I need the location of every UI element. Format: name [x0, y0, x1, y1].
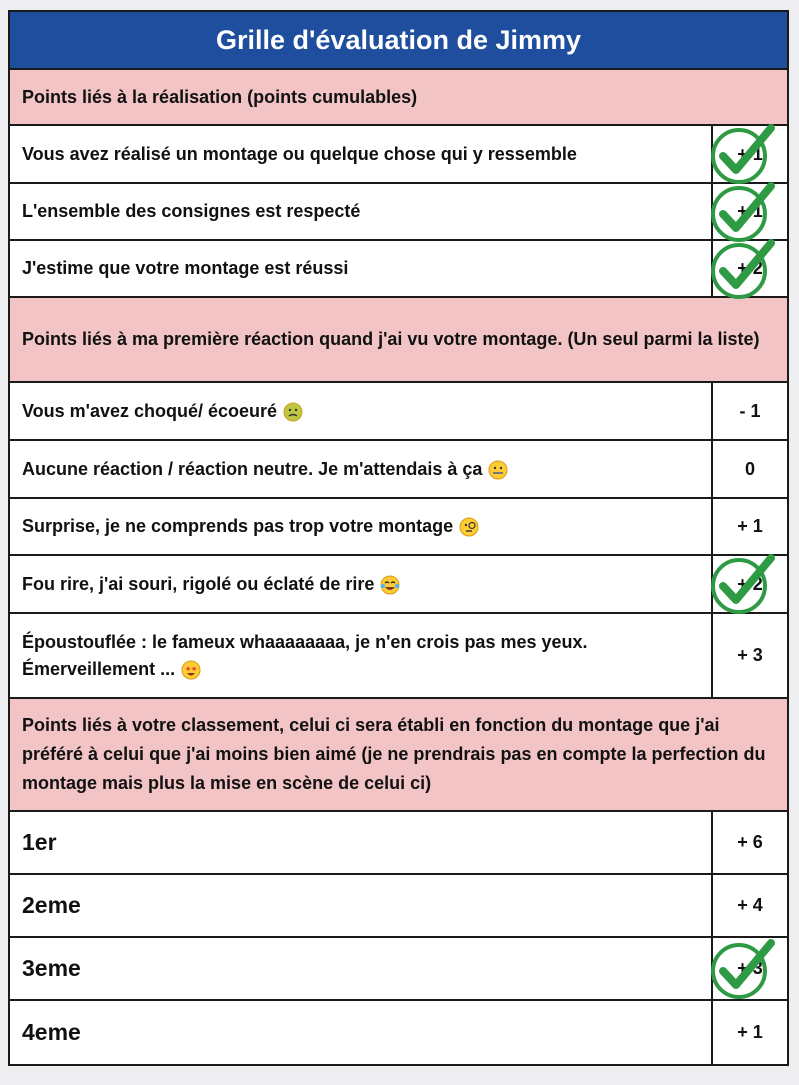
criterion-text: Époustouflée : le fameux whaaaaaaaa, je n'en crois pas mes yeux. Émerveillement ... ★ ★ [22, 631, 588, 679]
table-row [10, 184, 787, 241]
points-value: + 4 [737, 895, 763, 915]
criterion-text: Aucune réaction / réaction neutre. Je m'attendais à ça [22, 456, 508, 483]
table-row [10, 441, 787, 499]
criterion-text: 1er [22, 829, 57, 855]
section-heading: Points liés à votre classement, celui ci sera établi en fonction du montage que j'ai préféré à celui que j'ai moins bien aimé (je ne prendrais pas en compte la perfection du montage mais plus la mise en scène de celui ci) [10, 699, 787, 812]
criterion-label [10, 383, 711, 439]
grid-body [10, 70, 787, 1064]
criterion-label [10, 938, 711, 999]
table-row [10, 499, 787, 556]
svg-text:★: ★ [185, 664, 192, 673]
table-row [10, 938, 787, 1001]
criterion-label [10, 556, 711, 612]
criterion-label [10, 812, 711, 873]
points-value: + 1 [737, 1022, 763, 1042]
criterion-label [10, 875, 711, 936]
points-cell [711, 499, 787, 554]
criterion-label [10, 184, 711, 239]
points-cell [711, 938, 787, 999]
section-heading: Points liés à la réalisation (points cumulables) [10, 70, 787, 126]
criterion-text: Surprise, je ne comprends pas trop votre montage [22, 513, 479, 540]
table-row [10, 812, 787, 875]
points-cell [711, 1001, 787, 1064]
points-value: + 1 [737, 201, 763, 221]
points-value: + 1 [737, 516, 763, 536]
section-heading: Points liés à ma première réaction quand j'ai vu votre montage. (Un seul parmi la liste) [10, 298, 787, 383]
criterion-text: J'estime que votre montage est réussi [22, 258, 349, 278]
points-cell [711, 126, 787, 182]
points-cell [711, 812, 787, 873]
table-row [10, 126, 787, 184]
zipper-mouth-face-icon [488, 460, 508, 480]
tears-of-joy-icon [380, 575, 400, 595]
table-row [10, 556, 787, 614]
criterion-text: Vous avez réalisé un montage ou quelque chose qui y ressemble [22, 143, 577, 164]
criterion-label [10, 499, 711, 554]
criterion-text: Fou rire, j'ai souri, rigolé ou éclaté de rire [22, 571, 400, 598]
points-value: - 1 [739, 400, 761, 421]
monocle-face-icon [459, 517, 479, 537]
criterion-label [10, 126, 711, 182]
points-value: + 3 [737, 958, 763, 978]
points-value: + 3 [737, 645, 763, 665]
points-value: + 2 [737, 573, 763, 594]
table-row [10, 875, 787, 938]
points-value: + 2 [737, 258, 763, 278]
criterion-text: 4eme [22, 1019, 81, 1045]
criterion-label [10, 241, 711, 296]
points-cell [711, 241, 787, 296]
criterion-text: 3eme [22, 955, 81, 981]
criterion-label [10, 1001, 711, 1064]
table-row [10, 241, 787, 298]
table-row [10, 383, 787, 441]
points-cell [711, 441, 787, 497]
criterion-label [10, 614, 711, 697]
table-row [10, 614, 787, 699]
criterion-text: L'ensemble des consignes est respecté [22, 201, 361, 221]
nauseated-face-icon [283, 402, 303, 422]
points-value: + 6 [737, 832, 763, 852]
table-row [10, 1001, 787, 1064]
grid-title: Grille d'évaluation de Jimmy [10, 12, 787, 70]
points-value: + 1 [737, 143, 763, 164]
evaluation-grid [8, 10, 789, 1066]
criterion-text: 2eme [22, 892, 81, 918]
star-struck-icon [181, 660, 201, 680]
points-value: 0 [744, 458, 755, 479]
points-cell [711, 556, 787, 612]
points-cell [711, 875, 787, 936]
svg-text:★: ★ [191, 664, 198, 673]
points-cell [711, 184, 787, 239]
points-cell [711, 383, 787, 439]
points-cell [711, 614, 787, 697]
criterion-label [10, 441, 711, 497]
criterion-text: Vous m'avez choqué/ écoeuré [22, 398, 303, 425]
